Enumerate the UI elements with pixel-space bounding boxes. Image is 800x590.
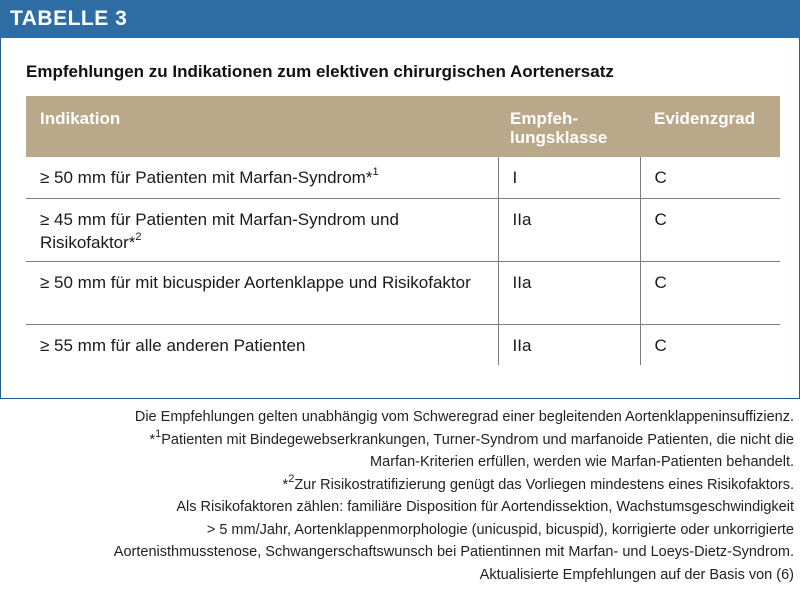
table-footnotes	[4, 406, 794, 586]
footnote-intro: Die Empfehlungen gelten unabhängig vom Schweregrad einer begleitenden Aortenklappeninsuffizienz.	[134, 409, 794, 425]
cell-evidence: C	[640, 262, 780, 325]
table-row	[26, 262, 780, 325]
header-evidence: Evidenzgrad	[640, 96, 780, 157]
cell-evidence: C	[640, 199, 780, 262]
footnote-risk-2: > 5 mm/Jahr, Aortenklappenmorphologie (unicuspid, bicuspid), korrigierte oder unkorrigierte	[206, 521, 794, 538]
footnote-1-cont: Marfan-Kriterien erfüllen, werden wie Marfan-Patienten behandelt.	[370, 454, 794, 470]
footnote-risk-3: Aortenisthmusstenose, Schwangerschaftswunsch bei Patientinnen mit Marfan- und Loeys-Dietz-Syndrom.	[113, 544, 794, 560]
cell-indication: ≥ 50 mm für mit bicuspider Aortenklappe und Risikofaktor	[26, 262, 498, 325]
footnote-2: *$^2$Zur Risikostratifizierung genügt das Vorliegen mindestens eines Risikofaktors.	[282, 472, 794, 493]
table-row	[26, 325, 780, 366]
cell-indication: ≥ 45 mm für Patienten mit Marfan-Syndrom und Risikofaktor*$^2$	[26, 199, 498, 262]
footnote-1: *$^1$Patienten mit Bindegewebserkrankungen, Turner-Syndrom und marfanoide Patienten, die nicht die	[149, 427, 794, 448]
cell-class: I	[498, 157, 640, 199]
table-header-row	[26, 96, 780, 157]
table-label-bar	[0, 0, 800, 38]
recommendations-table	[26, 96, 780, 365]
table-label: TABELLE 3	[10, 7, 128, 30]
header-class: Empfeh- lungsklasse	[498, 96, 640, 157]
table-row	[26, 157, 780, 199]
footnote-source: Aktualisierte Empfehlungen auf der Basis von (6)	[479, 566, 794, 583]
cell-indication: ≥ 50 mm für Patienten mit Marfan-Syndrom*$^1$	[26, 157, 498, 199]
footnote-risk-1: Als Risikofaktoren zählen: familiäre Disposition für Aortendissektion, Wachstumsgeschwindigkeit	[176, 499, 794, 515]
header-indication: Indikation	[26, 96, 498, 157]
cell-class: IIa	[498, 325, 640, 366]
cell-evidence: C	[640, 157, 780, 199]
cell-class: IIa	[498, 199, 640, 262]
cell-class: IIa	[498, 262, 640, 325]
cell-indication: ≥ 55 mm für alle anderen Patienten	[40, 336, 306, 355]
table-title: Empfehlungen zu Indikationen zum elektiven chirurgischen Aortenersatz	[26, 62, 614, 81]
table-row	[26, 199, 780, 262]
cell-evidence: C	[640, 325, 780, 366]
